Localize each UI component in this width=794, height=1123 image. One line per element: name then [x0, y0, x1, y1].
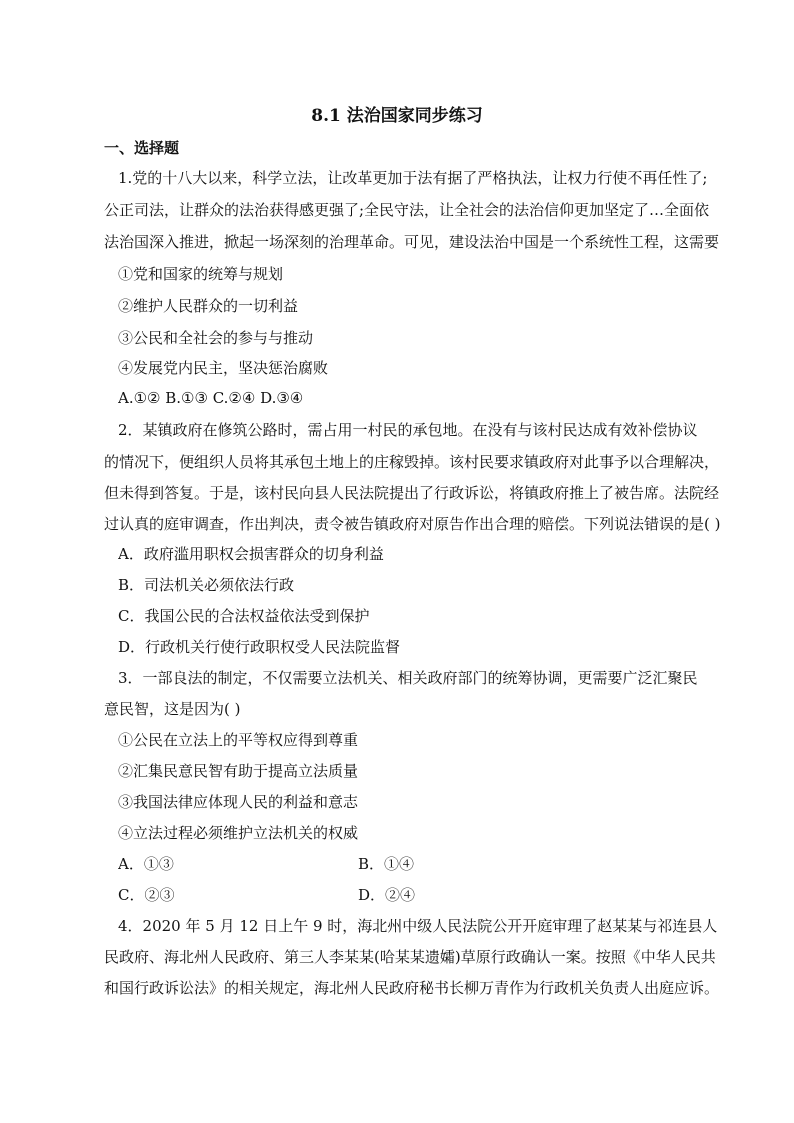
question-2-line-4: 过认真的庭审调查，作出判决，责令被告镇政府对原告作出合理的赔偿。下列说法错误的是( ) — [104, 515, 721, 533]
question-3-option-4: ④立法过程必须维护立法机关的权威 — [118, 824, 359, 842]
question-3-line-2: 意民智，这是因为( ) — [104, 700, 241, 718]
question-4-line-1: 4．2020 年 5 月 12 日上午 9 时，海北州中级人民法院公开开庭审理了赵某某与祁连县人 — [118, 917, 718, 935]
question-4-line-3: 和国行政诉讼法》的相关规定，海北州人民政府秘书长柳万青作为行政机关负责人出庭应诉。 — [104, 979, 720, 997]
question-1-answers: A.①② B.①③ C.②④ D.③④ — [118, 389, 304, 407]
page-title: 8.1 法治国家同步练习 — [311, 106, 483, 126]
question-2-choice-a: A．政府滥用职权会损害群众的切身利益 — [118, 545, 384, 563]
question-1-option-2: ②维护人民群众的一切利益 — [118, 297, 299, 315]
question-3-choice-b: B．①④ — [358, 855, 415, 873]
question-3-choice-c: C．②③ — [118, 886, 175, 904]
question-1-option-1: ①党和国家的统筹与规划 — [118, 265, 284, 283]
question-1-option-3: ③公民和全社会的参与与推动 — [118, 329, 314, 347]
question-2-choice-b: B．司法机关必须依法行政 — [118, 576, 295, 594]
question-3-option-2: ②汇集民意民智有助于提高立法质量 — [118, 762, 359, 780]
question-2-line-3: 但未得到答复。于是，该村民向县人民法院提出了行政诉讼，将镇政府推上了被告席。法院经 — [104, 484, 720, 502]
question-3-choice-a: A．①③ — [118, 855, 174, 873]
question-3-choice-d: D．②④ — [358, 886, 416, 904]
question-1-line-3: 法治国深入推进，掀起一场深刻的治理革命。可见，建设法治中国是一个系统性工程，这需要 — [104, 233, 720, 251]
question-1-line-1: 1.党的十八大以来，科学立法，让改革更加于法有据了严格执法，让权力行使不再任性了; — [118, 169, 708, 187]
section-heading: 一、选择题 — [104, 139, 180, 157]
question-3-option-1: ①公民在立法上的平等权应得到尊重 — [118, 731, 359, 749]
question-1-option-4: ④发展党内民主，坚决惩治腐败 — [118, 359, 329, 377]
question-2-line-2: 的情况下，便组织人员将其承包土地上的庄稼毁掉。该村民要求镇政府对此事予以合理解决， — [104, 453, 720, 471]
question-2-line-1: 2．某镇政府在修筑公路时，需占用一村民的承包地。在没有与该村民达成有效补偿协议 — [118, 421, 698, 439]
question-1-line-2: 公正司法，让群众的法治获得感更强了;全民守法，让全社会的法治信仰更加坚定了…全面依 — [104, 201, 710, 219]
question-3-option-3: ③我国法律应体现人民的利益和意志 — [118, 793, 359, 811]
question-2-choice-c: C．我国公民的合法权益依法受到保护 — [118, 607, 370, 625]
question-4-line-2: 民政府、海北州人民政府、第三人李某某(哈某某遗孀)草原行政确认一案。按照《中华人民共 — [104, 948, 716, 966]
question-3-line-1: 3．一部良法的制定，不仅需要立法机关、相关政府部门的统筹协调，更需要广泛汇聚民 — [118, 669, 698, 687]
question-2-choice-d: D．行政机关行使行政职权受人民法院监督 — [118, 638, 401, 656]
